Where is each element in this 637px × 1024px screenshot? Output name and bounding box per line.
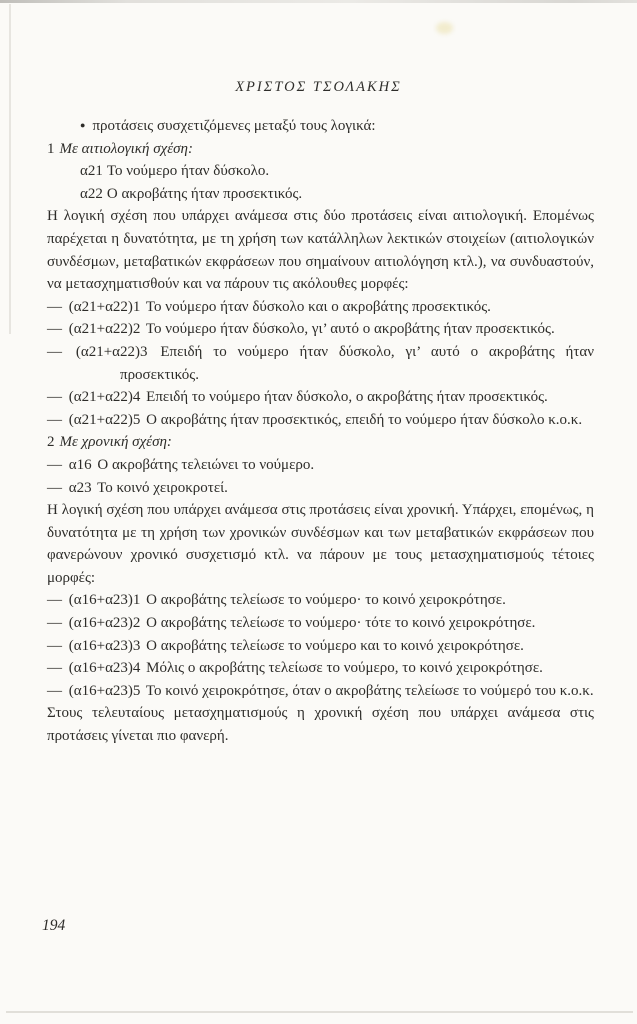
example-label: α22 bbox=[80, 185, 103, 202]
transformation-text: Ο ακροβάτης τελείωσε το νούμερο· τότε το κοινό χειροκρότησε. bbox=[146, 615, 536, 632]
transformation-text: Ο ακροβάτης ήταν προσεκτικός, επειδή το νούμερο ήταν δύσκολο κ.ο.κ. bbox=[146, 411, 583, 428]
example-a21 bbox=[47, 160, 594, 183]
transformation-text: Το κοινό χειροκρότησε, όταν ο ακροβάτης τελείωσε το νούμερό του κ.ο.κ. bbox=[145, 682, 594, 699]
page-number: 194 bbox=[42, 917, 66, 934]
closing-paragraph: Στους τελευταίους μετασχηματισμούς η χρονική σχέση που υπάρχει ανάμεσα στις προτάσεις γίνεται πιο φανερή. bbox=[47, 705, 594, 745]
section-2-heading-line bbox=[47, 431, 594, 454]
transformation-text: Το νούμερο ήταν δύσκολο, γι’ αυτό ο ακροβάτης ήταν προσεκτικός. bbox=[145, 321, 555, 338]
transformation-label: (α21+α22)5 bbox=[68, 411, 141, 428]
dash-marker: — bbox=[47, 660, 62, 677]
transformation-item bbox=[47, 680, 594, 703]
section-1-heading-line bbox=[47, 138, 594, 161]
transformation-item bbox=[47, 341, 594, 386]
transformation-label: (α16+α23)2 bbox=[68, 615, 141, 632]
transformation-label: (α21+α22)4 bbox=[68, 389, 141, 406]
bullet-icon: ● bbox=[80, 120, 86, 130]
transformation-text: Το νούμερο ήταν δύσκολο και ο ακροβάτης προσεκτικός. bbox=[145, 298, 491, 315]
transformation-label: (α16+α23)5 bbox=[68, 682, 141, 699]
section-1-number: 1 bbox=[47, 140, 55, 157]
scan-edge-bottom bbox=[6, 1011, 633, 1013]
example-text: Το κοινό χειροκροτεί. bbox=[97, 479, 228, 496]
transformation-label: (α16+α23)4 bbox=[68, 660, 141, 677]
transformation-label: (α16+α23)1 bbox=[68, 592, 141, 609]
scan-edge-top bbox=[0, 0, 637, 3]
dash-marker: — bbox=[47, 298, 62, 315]
running-head: ΧΡΙΣΤΟΣ ΤΣΟΛΑΚΗΣ bbox=[235, 79, 402, 95]
transformation-item bbox=[47, 635, 594, 658]
transformation-item bbox=[47, 386, 594, 409]
example-text: Ο ακροβάτης ήταν προσεκτικός. bbox=[106, 185, 303, 202]
transformation-text: Ο ακροβάτης τελείωσε το νούμερο και το κοινό χειροκρότησε. bbox=[146, 637, 524, 654]
intro-bullet-line bbox=[47, 114, 594, 138]
transformation-item bbox=[47, 657, 594, 680]
section-2-heading: Με χρονική σχέση: bbox=[59, 434, 172, 451]
scan-stain bbox=[436, 22, 453, 34]
transformation-text: Ο ακροβάτης τελείωσε το νούμερο· το κοινό χειροκρότησε. bbox=[146, 592, 506, 609]
dash-marker: — bbox=[47, 456, 62, 473]
transformation-item bbox=[47, 409, 594, 432]
example-a16 bbox=[47, 454, 594, 477]
transformation-text: Μόλις ο ακροβάτης τελείωσε το νούμερο, το κοινό χειροκρότησε. bbox=[146, 660, 543, 677]
example-label: α16 bbox=[68, 456, 92, 473]
example-text: Ο ακροβάτης τελειώνει το νούμερο. bbox=[97, 456, 315, 473]
dash-marker: — bbox=[47, 411, 62, 428]
transformation-item bbox=[47, 612, 594, 635]
section-2-paragraph: Η λογική σχέση που υπάρχει ανάμεσα στις προτάσεις είναι χρονική. Υπάρχει, επομένως, η δυνατότητα με τη χρήση των χρονικών συνδέσμων και των μεταβατικών εκφράσεων που φανερώνουν χρονικό συσχετισμό κτλ. να πάρουν με τους μετασχηματισμούς τέτοιες μορφές: bbox=[47, 502, 594, 586]
transformation-item bbox=[47, 318, 594, 341]
dash-marker: — bbox=[47, 479, 62, 496]
transformation-label: (α21+α22)3 bbox=[75, 343, 148, 360]
example-label: α23 bbox=[68, 479, 92, 496]
transformation-text: Επειδή το νούμερο ήταν δύσκολο, γι’ αυτό ο ακροβάτης ήταν προσεκτικός. bbox=[120, 343, 595, 383]
dash-marker: — bbox=[47, 682, 62, 699]
example-a23 bbox=[47, 477, 594, 500]
transformation-item bbox=[47, 296, 594, 319]
transformation-item bbox=[47, 589, 594, 612]
section-2-number: 2 bbox=[47, 434, 55, 451]
dash-marker: — bbox=[47, 615, 62, 632]
scan-streak-left bbox=[9, 4, 11, 334]
transformation-label: (α21+α22)2 bbox=[68, 321, 141, 338]
dash-marker: — bbox=[47, 321, 62, 338]
dash-marker: — bbox=[47, 389, 62, 406]
example-text: Το νούμερο ήταν δύσκολο. bbox=[106, 163, 270, 180]
transformation-label: (α16+α23)3 bbox=[68, 637, 141, 654]
transformation-label: (α21+α22)1 bbox=[68, 298, 141, 315]
section-1-paragraph: Η λογική σχέση που υπάρχει ανάμεσα στις δύο προτάσεις είναι αιτιολογική. Επομένως παρέχεται η δυνατότητα, με τη χρήση των κατάλληλων λεκτικών στοιχείων (αιτιολογικών συνδέσμων, μεταβατικών εκφράσεων που σημαίνουν αιτιολόγηση κτλ.), να συνδυαστούν, να μετασχηματισθούν και να πάρουν τις ακόλουθες μορφές: bbox=[47, 208, 594, 293]
example-label: α21 bbox=[80, 163, 103, 180]
section-1-heading: Με αιτιολογική σχέση: bbox=[59, 140, 193, 157]
example-a22 bbox=[47, 183, 594, 206]
dash-marker: — bbox=[47, 343, 62, 360]
page-body bbox=[47, 114, 594, 748]
transformation-text: Επειδή το νούμερο ήταν δύσκολο, ο ακροβάτης ήταν προσεκτικός. bbox=[146, 389, 548, 406]
dash-marker: — bbox=[47, 592, 62, 609]
dash-marker: — bbox=[47, 637, 62, 654]
intro-text: προτάσεις συσχετιζόμενες μεταξύ τους λογικά: bbox=[92, 118, 376, 134]
